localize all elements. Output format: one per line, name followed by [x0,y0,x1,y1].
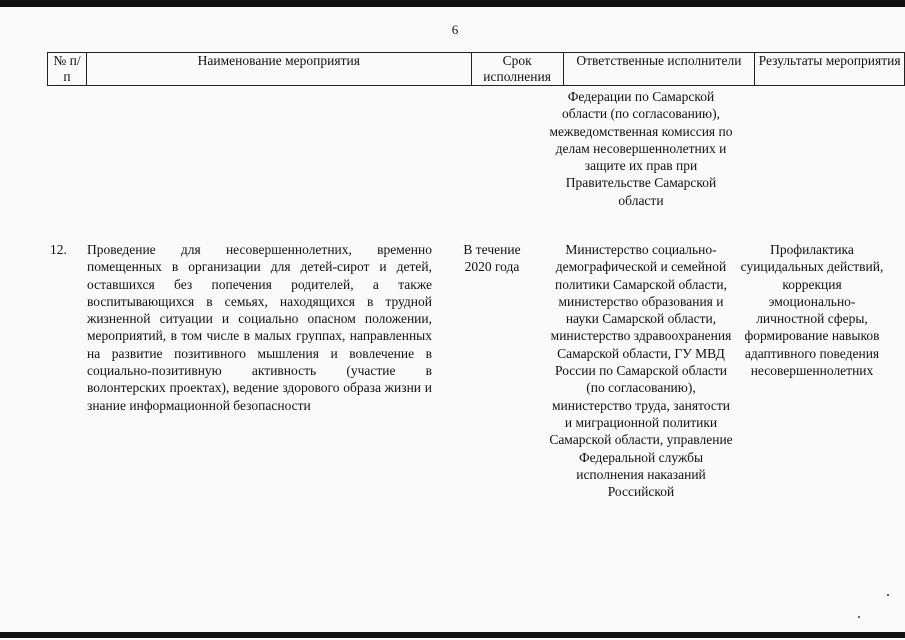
row-number: 12. [50,242,67,257]
page-number: 6 [451,22,459,37]
header-number: № п/п [48,53,87,86]
bottom-scan-border [0,632,905,638]
top-scan-border [0,0,905,7]
scan-speck [887,594,889,596]
event-responsible: Министерство социально-демографической и семейной политики Самарской области, министерство образования и науки Самарской области, министерство здравоохранения Самарской области, ГУ МВД России по Самарской области (по согласованию), министерство труда, занятости и миграционной политики Самарской области, управление Федеральной службы исполнения наказаний Российской [549,242,733,500]
continued-responsible: Федерации по Самарской области (по согласованию), межведомственная комиссия по делам несовершеннолетних и защите их прав при Правительстве Самарской области [549,89,733,208]
table-header [47,52,905,86]
header-row [48,53,905,86]
event-name: Проведение для несовершеннолетних, временно помещенных в организации для детей-сирот и детей, оставшихся без попечения родителей, а также воспитывающихся в семьях, находящихся в трудной жизненной ситуации и социально опасном положении, мероприятий, в том числе в малых группах, направленных на развитие позитивного мышления и вовлечение в социально-позитивную активность (участие в волонтерских проектах), ведение здорового образа жизни и знание информационной безопасности [87,242,432,413]
scan-speck [858,616,860,618]
header-responsible: Ответственные исполнители [563,53,754,86]
event-period: В течение 2020 года [463,242,521,275]
event-result: Профилактика суицидальных действий, коррекция эмоционально-личностной сферы, формирование навыков адаптивного поведения несовершеннолетних [740,242,884,379]
header-result: Результаты мероприятия [755,53,905,86]
header-name: Наименование мероприятия [87,53,472,86]
header-period: Срок исполнения [471,53,563,86]
